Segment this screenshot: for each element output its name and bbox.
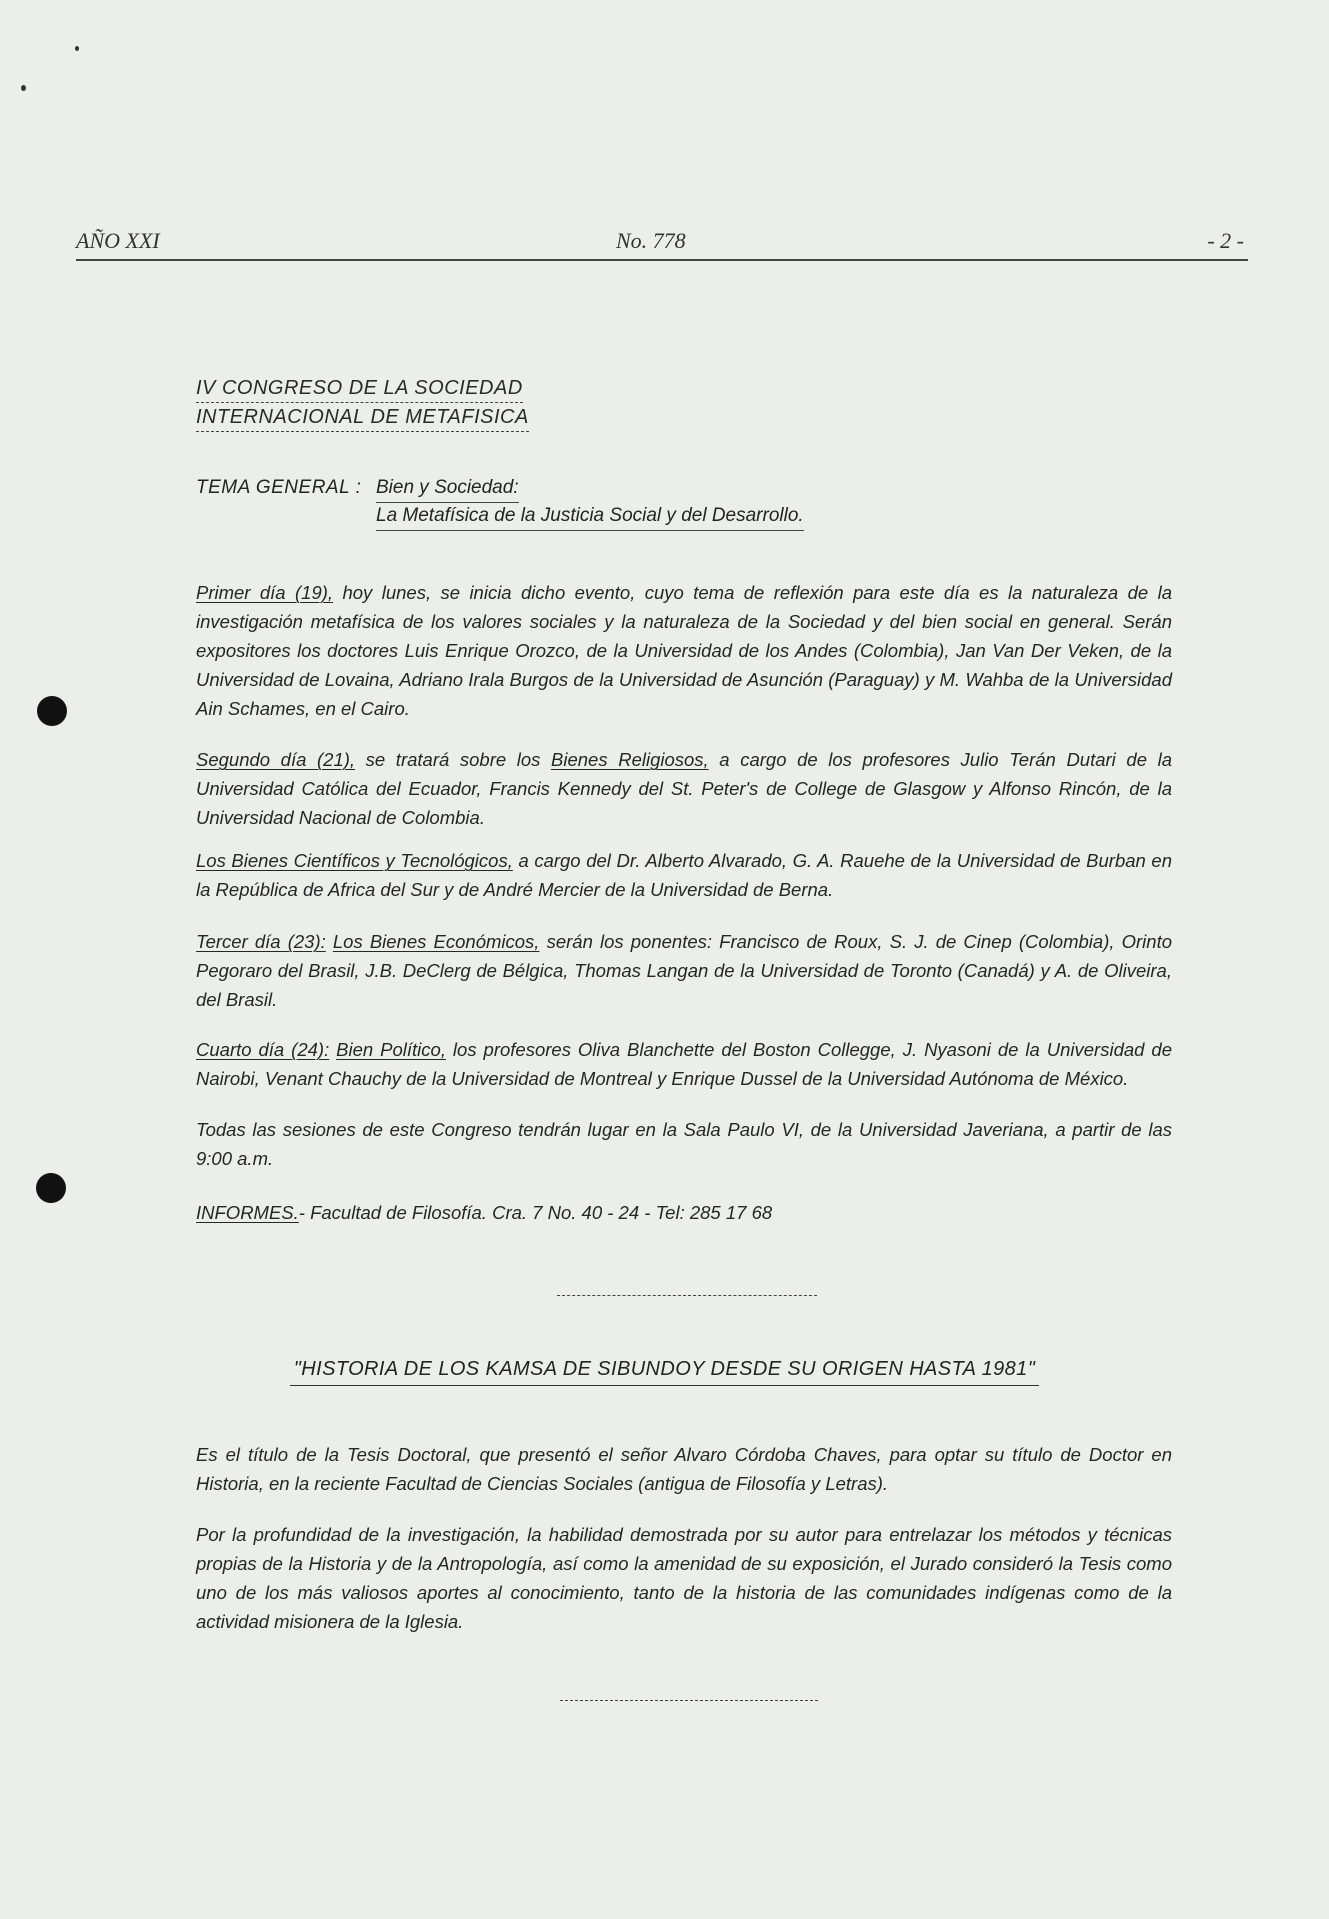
science-tech-lead: Los Bienes Científicos y Tecnológicos,	[196, 850, 513, 871]
theme-label: TEMA GENERAL :	[196, 477, 362, 498]
third-day-lead: Tercer día (23):	[196, 931, 326, 952]
informes-label: INFORMES.	[196, 1202, 299, 1223]
header-rule	[76, 259, 1248, 261]
informes-text: - Facultad de Filosofía. Cra. 7 No. 40 - 24 - Tel: 285 17 68	[298, 1202, 773, 1223]
ink-speck	[21, 85, 26, 91]
thesis-title-text: "HISTORIA DE LOS KAMSA DE SIBUNDOY DESDE SU ORIGEN HASTA 1981"	[290, 1358, 1039, 1386]
paragraph-fourth-day	[196, 1035, 1172, 1093]
punch-hole-bottom	[36, 1173, 66, 1203]
paragraph-sessions	[196, 1115, 1172, 1173]
paragraph-informes	[196, 1198, 1172, 1227]
theme-value-line1: Bien y Sociedad:	[376, 474, 519, 503]
first-day-lead: Primer día (19),	[196, 582, 334, 603]
second-day-lead: Segundo día (21),	[196, 749, 356, 770]
congress-title-line1: IV CONGRESO DE LA SOCIEDAD	[196, 374, 523, 403]
page-header	[76, 228, 1248, 258]
second-day-text-a: se tratará sobre los	[355, 749, 552, 770]
paragraph-first-day	[196, 578, 1172, 723]
paragraph-science-tech	[196, 846, 1172, 904]
third-day-topic: Los Bienes Económicos,	[332, 931, 540, 952]
header-page-number: - 2 -	[1207, 228, 1244, 253]
ink-speck	[75, 46, 79, 51]
paragraph-thesis-evaluation	[196, 1520, 1172, 1636]
science-tech-text: a cargo del Dr. Alberto Alvarado, G. A. Rauehe de la Universidad de Burban en la República de Africa del Sur y de André Mercier de la Universidad de Berna.	[196, 850, 1173, 900]
end-divider	[560, 1700, 818, 1701]
second-day-topic: Bienes Religiosos,	[551, 749, 709, 770]
punch-hole-top	[37, 696, 67, 726]
thesis-intro-text: Es el título de la Tesis Doctoral, que presentó el señor Alvaro Córdoba Chaves, para optar su título de Doctor en Historia, en la reciente Facultad de Ciencias Sociales (antigua de Filosofía y Letras).	[196, 1444, 1172, 1494]
thesis-evaluation-text: Por la profundidad de la investigación, la habilidad demostrada por su autor para entrelazar los métodos y técnicas propias de la Historia y de la Antropología, así como la amenidad de su exposición, el Jurado consideró la Tesis como uno de los más valiosos aportes al conocimiento, tanto de la historia de las comunidades indígenas como de la actividad misionera de la Iglesia.	[196, 1524, 1172, 1632]
section-divider	[557, 1295, 817, 1296]
first-day-text: hoy lunes, se inicia dicho evento, cuyo tema de reflexión para este día es la naturaleza de la investigación metafísica de los valores sociales y la naturaleza de la Sociedad y del bien social en general. Serán expositores los doctores Luis Enrique Orozco, de la Universidad de los Andes (Colombia), Jan Van Der Veken, de la Universidad de Lovaina, Adriano Irala Burgos de la Universidad de Asunción (Paraguay) y M. Wahba de la Universidad Ain Schames, en el Cairo.	[196, 582, 1172, 719]
congress-title	[196, 374, 529, 432]
paragraph-third-day	[196, 927, 1172, 1014]
fourth-day-lead: Cuarto día (24):	[196, 1039, 330, 1060]
second-day-text-b: a cargo de los profesores Julio Terán Dutari de la Universidad Católica del Ecuador, Francis Kennedy del St. Peter's de College de Glasgow y Alfonso Rincón, de la Universidad Nacional de Colombia.	[196, 749, 1172, 828]
sessions-text: Todas las sesiones de este Congreso tendrán lugar en la Sala Paulo VI, de la Universidad Javeriana, a partir de las 9:00 a.m.	[196, 1119, 1172, 1169]
theme-value-line2: La Metafísica de la Justicia Social y del Desarrollo.	[376, 502, 804, 531]
paragraph-second-day	[196, 745, 1172, 832]
header-year: AÑO XXI	[76, 228, 160, 253]
header-issue-number: No. 778	[616, 228, 686, 253]
thesis-title	[0, 1358, 1329, 1386]
third-day-text: serán los ponentes: Francisco de Roux, S. J. de Cinep (Colombia), Orinto Pegoraro del Brasil, J.B. DeClerg de Bélgica, Thomas Langan de la Universidad de Toronto (Canadá) y A. de Oliveira, del Brasil.	[196, 931, 1172, 1010]
fourth-day-text: los profesores Oliva Blanchette del Boston Collegge, J. Nyasoni de la Universidad de Nairobi, Venant Chauchy de la Universidad de Montreal y Enrique Dussel de la Universidad Autónoma de México.	[196, 1039, 1172, 1089]
congress-title-line2: INTERNACIONAL DE METAFISICA	[196, 403, 529, 432]
fourth-day-topic: Bien Político,	[336, 1039, 446, 1060]
paragraph-thesis-intro	[196, 1440, 1172, 1498]
